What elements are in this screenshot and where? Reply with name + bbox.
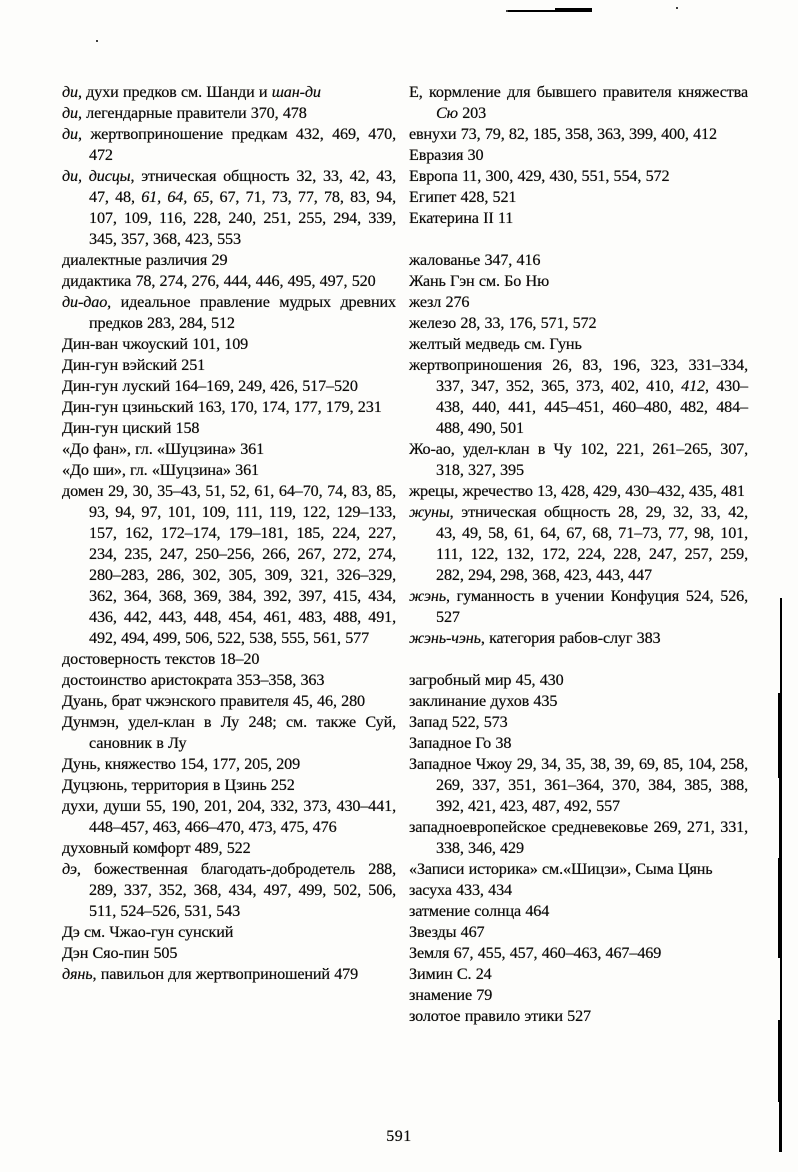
entry-segment: , категория рабов-слуг 383 bbox=[480, 629, 661, 647]
index-entry bbox=[62, 271, 396, 292]
scan-speck bbox=[96, 40, 98, 42]
entry-segment: Е, кормление для бывшего правителя княжества bbox=[409, 83, 748, 101]
entry-segment: знамение 79 bbox=[409, 986, 493, 1004]
index-entry bbox=[409, 943, 748, 964]
index-entry bbox=[409, 964, 748, 985]
entry-segment: жалованье 347, 416 bbox=[409, 251, 541, 269]
entry-segment: «Записи историка» см.«Шицзи», Сыма Цянь bbox=[409, 860, 713, 878]
index-entry bbox=[62, 838, 396, 859]
entry-segment: Дунь, княжество 154, 177, 205, 209 bbox=[62, 755, 301, 773]
index-entry bbox=[409, 124, 748, 145]
entry-segment: «До фан», гл. «Шуцзина» 361 bbox=[62, 440, 265, 458]
entry-segment: Египет 428, 521 bbox=[409, 188, 517, 206]
index-entry bbox=[62, 103, 396, 124]
index-entry bbox=[409, 250, 748, 271]
index-entry bbox=[62, 460, 396, 481]
entry-segment: , гуманность в учении Конфуция 524, 526, 527 bbox=[436, 587, 748, 626]
entry-segment: «До ши», гл. «Шуцзина» 361 bbox=[62, 461, 259, 479]
scan-rule-thin bbox=[508, 10, 556, 12]
index-entry bbox=[409, 313, 748, 334]
index-entry bbox=[62, 166, 396, 250]
entry-segment: Звезды 467 bbox=[409, 923, 485, 941]
entry-segment: загробный мир 45, 430 bbox=[409, 671, 564, 689]
index-entry bbox=[62, 376, 396, 397]
index-entry bbox=[62, 964, 396, 985]
entry-segment: , жертвоприношение предкам 432, 469, 470, 472 bbox=[77, 125, 396, 164]
index-entry bbox=[62, 859, 396, 922]
entry-segment: Дин-гун циский 158 bbox=[62, 419, 200, 437]
entry-segment: Земля 67, 455, 457, 460–463, 467–469 bbox=[409, 944, 662, 962]
entry-segment: Дэ см. Чжао-гун сунский bbox=[62, 923, 234, 941]
entry-segment: жезл 276 bbox=[409, 293, 470, 311]
index-entry bbox=[62, 439, 396, 460]
index-entry bbox=[409, 691, 748, 712]
entry-segment: засуха 433, 434 bbox=[409, 881, 512, 899]
scan-rule-thick bbox=[555, 8, 592, 12]
entry-segment: евнухи 73, 79, 82, 185, 358, 363, 399, 400, 412 bbox=[409, 125, 717, 143]
entry-segment: духовный комфорт 489, 522 bbox=[62, 839, 251, 857]
entry-segment: Западное Го 38 bbox=[409, 734, 512, 752]
index-entry bbox=[62, 754, 396, 775]
index-entry bbox=[409, 187, 748, 208]
index-entry bbox=[62, 796, 396, 838]
entry-segment: дидактика 78, 274, 276, 444, 446, 495, 497, 520 bbox=[62, 272, 376, 290]
index-entry bbox=[409, 985, 748, 1006]
entry-segment: Запад 522, 573 bbox=[409, 713, 508, 731]
index-entry bbox=[409, 901, 748, 922]
index-entry bbox=[62, 397, 396, 418]
entry-segment: , 67, 71, 73, 77, 78, 83, 94, 107, 109, 116, 228, 240, 251, 255, 294, 339, 345, 357, 368, 423, 553 bbox=[89, 188, 396, 248]
index-entry bbox=[62, 334, 396, 355]
entry-segment-italic: шан-ди bbox=[271, 83, 321, 101]
index-entry bbox=[409, 586, 748, 628]
entry-segment: Европа 11, 300, 429, 430, 551, 554, 572 bbox=[409, 167, 670, 185]
entry-segment-italic: дэ bbox=[62, 860, 77, 878]
index-entry bbox=[409, 82, 748, 124]
index-entry bbox=[409, 733, 748, 754]
entry-segment-italic: дянь bbox=[62, 965, 93, 983]
index-entry bbox=[409, 145, 748, 166]
entry-segment-italic: ди bbox=[62, 83, 78, 101]
entry-segment: 203 bbox=[457, 104, 487, 122]
entry-segment: , духи предков см. Шанди и bbox=[77, 83, 272, 101]
entry-segment: золотое правило этики 527 bbox=[409, 1007, 591, 1025]
entry-segment: заклинание духов 435 bbox=[409, 692, 558, 710]
entry-segment: , этническая общность 32, 33, 42, 43, 47, 48, bbox=[89, 167, 396, 206]
index-entry bbox=[409, 481, 748, 502]
entry-segment-italic: ди bbox=[62, 104, 78, 122]
entry-segment: достоверность текстов 18–20 bbox=[62, 650, 260, 668]
entry-segment: Дин-гун луский 164–169, 249, 426, 517–520 bbox=[62, 377, 358, 395]
entry-segment-italic: 412 bbox=[681, 377, 706, 395]
scan-speck bbox=[506, 10, 508, 12]
entry-segment: Жань Гэн см. Бо Ню bbox=[409, 272, 550, 290]
index-entry bbox=[409, 1006, 748, 1027]
entry-segment: Дэн Сяо-пин 505 bbox=[62, 944, 178, 962]
entry-segment-italic: жэнь-чэнь bbox=[409, 629, 481, 647]
index-entry bbox=[62, 124, 396, 166]
index-entry bbox=[409, 355, 748, 439]
column-spacer bbox=[409, 649, 748, 670]
entry-segment: Евразия 30 bbox=[409, 146, 484, 164]
index-entry bbox=[62, 82, 396, 103]
entry-segment: железо 28, 33, 176, 571, 572 bbox=[409, 314, 597, 332]
entry-segment: жертвоприношения 26, 83, 196, 323, 331–334, 337, 347, 352, 365, 373, 402, 410, bbox=[409, 356, 748, 395]
scan-speck bbox=[676, 7, 678, 9]
index-entry bbox=[409, 628, 748, 649]
index-entry bbox=[409, 208, 748, 229]
index-entry bbox=[409, 334, 748, 355]
index-entry bbox=[409, 817, 748, 859]
entry-segment: достоинство аристократа 353–358, 363 bbox=[62, 671, 325, 689]
entry-segment-italic: ди, дисцы bbox=[62, 167, 131, 185]
entry-segment-italic: жуны bbox=[409, 503, 450, 521]
entry-segment: , 430–438, 440, 441, 445–451, 460–480, 482, 484–488, 490, 501 bbox=[436, 377, 748, 437]
index-entry bbox=[62, 943, 396, 964]
index-entry bbox=[62, 691, 396, 712]
entry-segment: , этническая общность 28, 29, 32, 33, 42, 43, 49, 58, 61, 64, 67, 68, 71–73, 77, 98, 101, 111, 122, 132, 172, 224, 228, 247, 257, 259, 282, 294, 298, 368, 423, 443, 447 bbox=[436, 503, 748, 584]
index-entry bbox=[62, 712, 396, 754]
index-column-left bbox=[62, 82, 396, 1027]
entry-segment: духи, души 55, 190, 201, 204, 332, 373, 430–441, 448–457, 463, 466–470, 473, 475, 476 bbox=[62, 797, 396, 836]
entry-segment-italic: ди-дао bbox=[62, 293, 108, 311]
entry-segment: Дунмэн, удел-клан в Лу 248; см. также Суй, сановник в Лу bbox=[62, 713, 396, 752]
entry-segment: Екатерина II 11 bbox=[409, 209, 514, 227]
index-entry bbox=[62, 922, 396, 943]
index-entry bbox=[409, 292, 748, 313]
entry-segment: желтый медведь см. Гунь bbox=[409, 335, 582, 353]
entry-segment: Жо-ао, удел-клан в Чу 102, 221, 261–265, 307, 318, 327, 395 bbox=[409, 440, 748, 479]
entry-segment: Западное Чжоу 29, 34, 35, 38, 39, 69, 85, 104, 258, 269, 337, 351, 361–364, 370, 384, 385, 388, 392, 421, 423, 487, 492, 557 bbox=[409, 755, 748, 815]
entry-segment-italic: Сю bbox=[436, 104, 458, 122]
entry-segment: Дин-ван чжоуский 101, 109 bbox=[62, 335, 249, 353]
index-entry bbox=[62, 292, 396, 334]
index-entry bbox=[62, 775, 396, 796]
index-entry bbox=[409, 670, 748, 691]
index-entry bbox=[62, 670, 396, 691]
column-spacer bbox=[409, 229, 748, 250]
index-entry bbox=[62, 649, 396, 670]
entry-segment: , павильон для жертвоприношений 479 bbox=[92, 965, 359, 983]
entry-segment: западноевропейское средневековье 269, 271, 331, 338, 346, 429 bbox=[409, 818, 748, 857]
entry-segment: , легендарные правители 370, 478 bbox=[77, 104, 307, 122]
index-entry bbox=[409, 754, 748, 817]
entry-segment-italic: ди bbox=[62, 125, 78, 143]
entry-segment: Дин-гун вэйский 251 bbox=[62, 356, 206, 374]
index-entry bbox=[62, 355, 396, 376]
entry-segment: Дин-гун цзиньский 163, 170, 174, 177, 179, 231 bbox=[62, 398, 382, 416]
index-entry bbox=[62, 250, 396, 271]
index-entry bbox=[62, 418, 396, 439]
index-entry bbox=[409, 439, 748, 481]
index-entry bbox=[409, 271, 748, 292]
index-entry bbox=[409, 166, 748, 187]
index-entry bbox=[409, 859, 748, 880]
index-entry bbox=[409, 880, 748, 901]
index-page-body bbox=[62, 82, 748, 1027]
entry-segment: затмение солнца 464 bbox=[409, 902, 550, 920]
index-column-right bbox=[409, 82, 748, 1027]
index-entry bbox=[409, 712, 748, 733]
entry-segment: домен 29, 30, 35–43, 51, 52, 61, 64–70, 74, 83, 85, 93, 94, 97, 101, 109, 111, 119, 122, 129–133, 157, 162, 172–174, 179–181, 185, 224, 227, 234, 235, 247, 250–256, 266, 267, 272, 274, 280–283, 286, 302, 305, 309, 321, 326–329, 362, 364, 368, 369, 384, 392, 397, 415, 434, 436, 442, 443, 448, 454, 461, 483, 488, 491, 492, 494, 499, 506, 522, 538, 555, 561, 577 bbox=[62, 482, 396, 647]
index-entry bbox=[62, 481, 396, 649]
entry-segment: жрецы, жречество 13, 428, 429, 430–432, 435, 481 bbox=[409, 482, 745, 500]
index-entry bbox=[409, 502, 748, 586]
index-entry bbox=[409, 922, 748, 943]
entry-segment: Зимин С. 24 bbox=[409, 965, 492, 983]
page-number: 591 bbox=[386, 1128, 412, 1145]
entry-segment: Дуцзюнь, территория в Цзинь 252 bbox=[62, 776, 295, 794]
entry-segment: , божественная благодать-добродетель 288, 289, 337, 352, 368, 434, 497, 499, 502, 506, 511, 524–526, 531, 543 bbox=[76, 860, 396, 920]
entry-segment-italic: 61, 64, 65 bbox=[141, 188, 210, 206]
entry-segment: Дуань, брат чжэнского правителя 45, 46, 280 bbox=[62, 692, 365, 710]
entry-segment-italic: жэнь bbox=[409, 587, 446, 605]
entry-segment: диалектные различия 29 bbox=[62, 251, 228, 269]
entry-segment: , идеальное правление мудрых древних предков 283, 284, 512 bbox=[89, 293, 396, 332]
